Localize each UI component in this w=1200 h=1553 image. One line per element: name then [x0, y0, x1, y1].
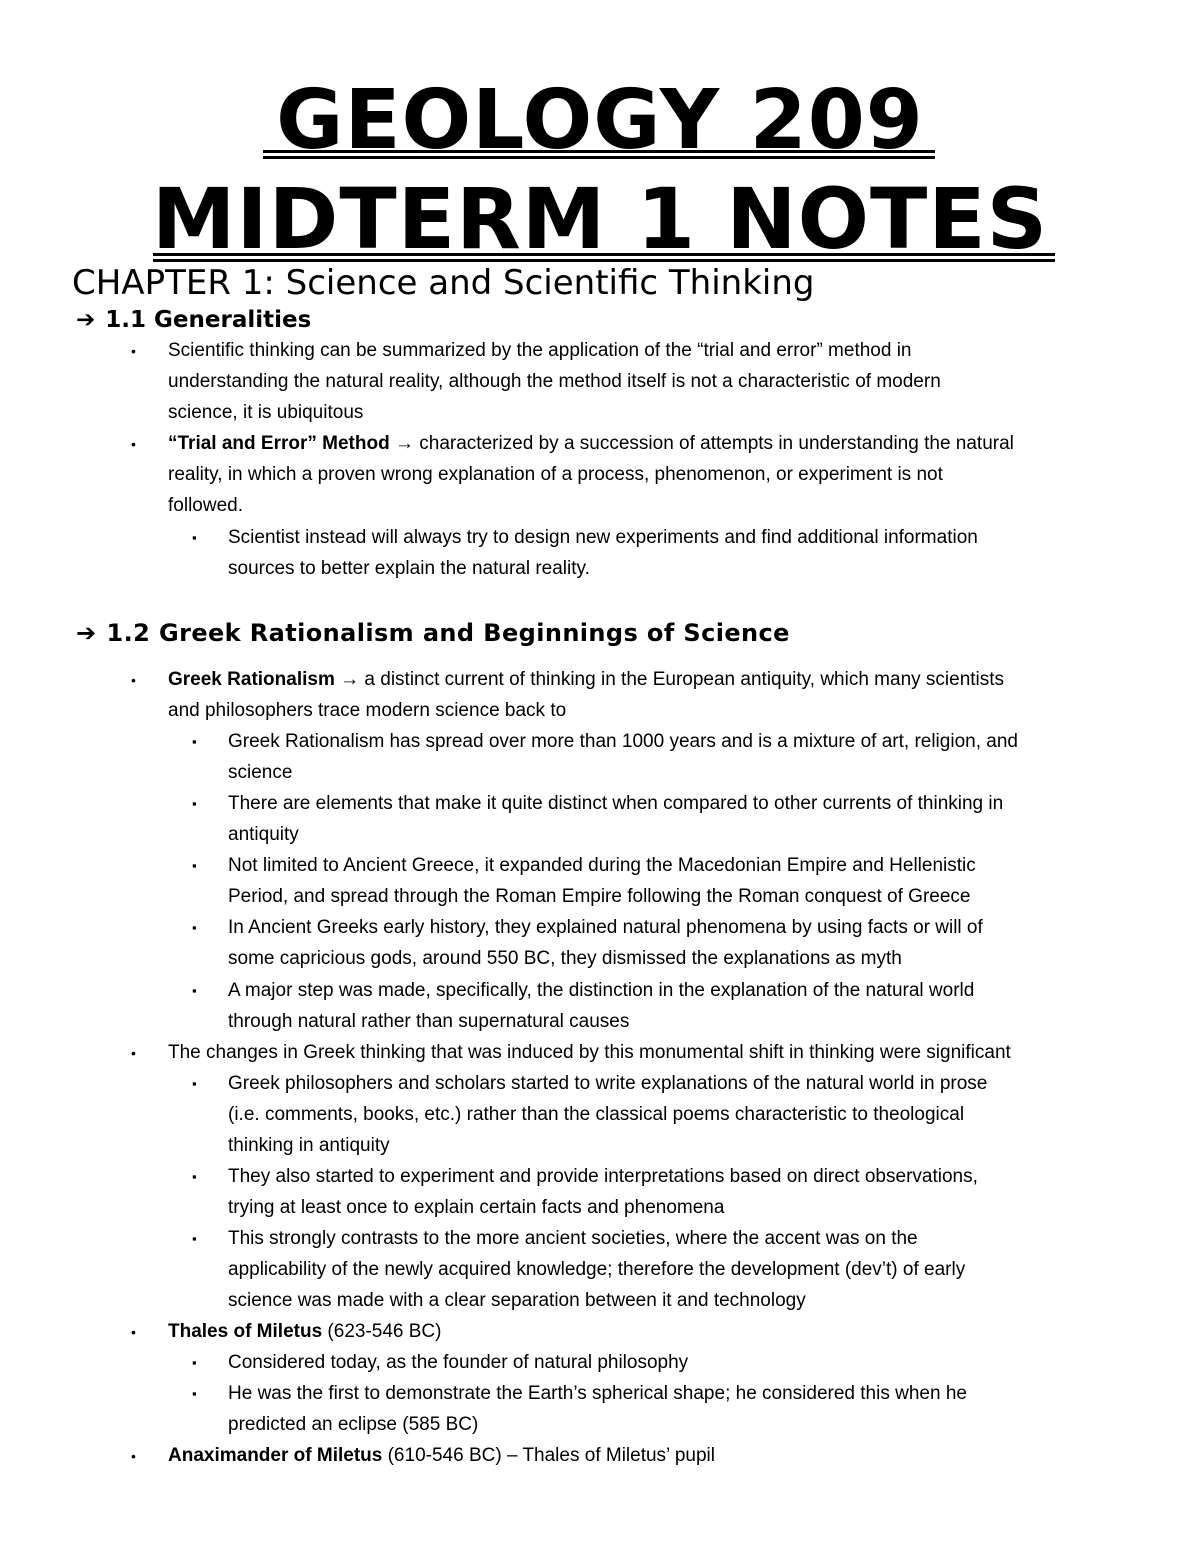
bullet-square-icon: ▪ — [192, 1169, 197, 1184]
term-label: Greek Rationalism → — [168, 669, 360, 690]
chapter-heading: CHAPTER 1: Science and Scientific Thinking — [72, 263, 815, 303]
bullet-dot-icon: • — [131, 672, 136, 688]
sub-list-item-line: some capricious gods, around 550 BC, they dismissed the explanations as myth — [228, 948, 902, 969]
sub-list-item-line: Considered today, as the founder of natural philosophy — [228, 1352, 689, 1373]
section-heading-1-2 — [76, 617, 790, 649]
bullet-dot-icon: • — [131, 343, 136, 359]
list-item-line: reality, in which a proven wrong explanation of a process, phenomenon, or experiment is not — [168, 464, 943, 485]
sub-list-item-line: sources to better explain the natural reality. — [228, 558, 590, 579]
bullet-square-icon: ▪ — [192, 734, 197, 749]
bullet-dot-icon: • — [131, 1324, 136, 1340]
bullet-square-icon: ▪ — [192, 796, 197, 811]
arrow-right-icon: ➔ — [76, 619, 97, 647]
sub-list-item-line: A major step was made, specifically, the distinction in the explanation of the natural world — [228, 980, 975, 1001]
sub-list-item-line: In Ancient Greeks early history, they explained natural phenomena by using facts or will of — [228, 917, 983, 938]
bullet-dot-icon: • — [131, 1045, 136, 1061]
definition-text: (623-546 BC) — [322, 1321, 442, 1342]
sub-list-item-line: science — [228, 762, 293, 783]
bullet-square-icon: ▪ — [192, 1355, 197, 1370]
sub-list-item-line: Period, and spread through the Roman Empire following the Roman conquest of Greece — [228, 886, 971, 907]
sub-list-item-line: predicted an eclipse (585 BC) — [228, 1414, 479, 1435]
sub-list-item-line: Scientist instead will always try to design new experiments and find additional information — [228, 527, 978, 548]
bullet-dot-icon: • — [131, 436, 136, 452]
sub-list-item-line: They also started to experiment and provide interpretations based on direct observations, — [228, 1166, 978, 1187]
arrow-right-icon: ➔ — [76, 307, 96, 333]
bullet-square-icon: ▪ — [192, 1231, 197, 1246]
list-item-line: science, it is ubiquitous — [168, 402, 364, 423]
sub-list-item-line: antiquity — [228, 824, 299, 845]
term-label: “Trial and Error” Method → — [168, 433, 414, 454]
term-label: Anaximander of Miletus — [168, 1445, 383, 1466]
bullet-square-icon: ▪ — [192, 1076, 197, 1091]
list-item-line — [168, 1444, 715, 1468]
sub-list-item-line: applicability of the newly acquired knowledge; therefore the development (dev’t) of early — [228, 1259, 966, 1280]
title-double-underline-2 — [153, 253, 1055, 262]
sub-list-item-line: Greek Rationalism has spread over more than 1000 years and is a mixture of art, religion, and — [228, 731, 1018, 752]
sub-list-item-line: There are elements that make it quite distinct when compared to other currents of thinking in — [228, 793, 1004, 814]
bullet-square-icon: ▪ — [192, 858, 197, 873]
list-item-line — [168, 432, 1014, 456]
sub-list-item-line: Not limited to Ancient Greece, it expanded during the Macedonian Empire and Hellenistic — [228, 855, 976, 876]
definition-text: a distinct current of thinking in the European antiquity, which many scientists — [359, 669, 1005, 690]
sub-list-item-line: He was the first to demonstrate the Earth’s spherical shape; he considered this when he — [228, 1383, 967, 1404]
document-title-line-1: GEOLOGY 209 — [276, 73, 924, 168]
list-item-line — [168, 1320, 441, 1344]
title-double-underline-1 — [263, 150, 935, 159]
list-item-line: understanding the natural reality, although the method itself is not a characteristic of modern — [168, 371, 941, 392]
sub-list-item-line: (i.e. comments, books, etc.) rather than the classical poems characteristic to theological — [228, 1104, 965, 1125]
list-item-line: The changes in Greek thinking that was induced by this monumental shift in thinking were significant — [168, 1042, 1011, 1063]
definition-text: (610-546 BC) – Thales of Miletus’ pupil — [382, 1445, 715, 1466]
sub-list-item-line: trying at least once to explain certain facts and phenomena — [228, 1197, 725, 1218]
list-item-line: and philosophers trace modern science back to — [168, 700, 567, 721]
sub-list-item-line: Greek philosophers and scholars started to write explanations of the natural world in prose — [228, 1073, 988, 1094]
list-item-line: Scientific thinking can be summarized by the application of the “trial and error” method in — [168, 340, 912, 361]
document-title-line-2: MIDTERM 1 NOTES — [151, 170, 1049, 268]
sub-list-item-line: science was made with a clear separation between it and technology — [228, 1290, 806, 1311]
bullet-square-icon: ▪ — [192, 1386, 197, 1401]
bullet-square-icon: ▪ — [192, 530, 197, 545]
sub-list-item-line: This strongly contrasts to the more ancient societies, where the accent was on the — [228, 1228, 918, 1249]
bullet-dot-icon: • — [131, 1448, 136, 1464]
list-item-line: followed. — [168, 495, 243, 516]
sub-list-item-line: through natural rather than supernatural causes — [228, 1011, 630, 1032]
term-label: Thales of Miletus — [168, 1321, 323, 1342]
bullet-square-icon: ▪ — [192, 983, 197, 998]
sub-list-item-line: thinking in antiquity — [228, 1135, 390, 1156]
section-heading-label: 1.1 Generalities — [105, 307, 312, 333]
list-item-line — [168, 668, 1004, 692]
section-heading-1-1 — [76, 305, 311, 335]
bullet-square-icon: ▪ — [192, 920, 197, 935]
section-heading-label: 1.2 Greek Rationalism and Beginnings of Science — [106, 619, 790, 647]
definition-text: characterized by a succession of attempts in understanding the natural — [413, 433, 1014, 454]
